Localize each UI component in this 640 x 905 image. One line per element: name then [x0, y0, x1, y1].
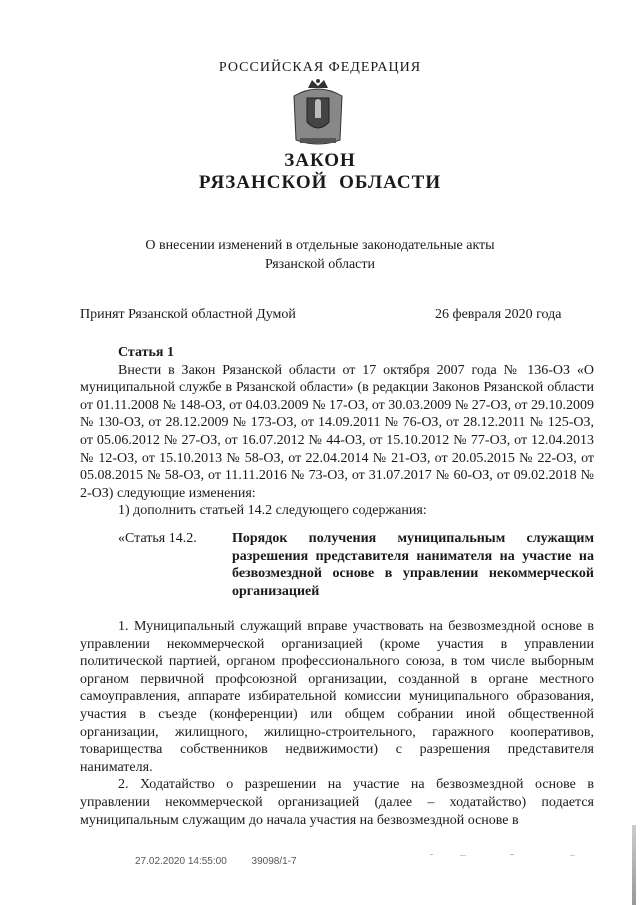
subject-line-2: Рязанской области	[264, 257, 376, 272]
country-heading: РОССИЙСКАЯ ФЕДЕРАЦИЯ	[218, 60, 422, 75]
article-14-2-para-2: 2. Ходатайство о разрешении на участие на безвозмездной основе в управлении некоммерческой организацией (далее – ходатайство) подается муниципальным служащим до начала участия на безвозмездной основе в	[80, 777, 594, 828]
coat-of-arms-icon	[290, 78, 346, 148]
article-1-intro: Внести в Закон Рязанской области от 17 октября 2007 года № 136-ОЗ «О муниципальной службе в Рязанской области» (в редакции Законов Рязанской области от 01.11.2008 № 148-ОЗ, от 04.03.2009 № 17-ОЗ, от 30.03.2009 № 27-ОЗ, от 29.10.2009 № 130-ОЗ, от 28.12.2009 № 173-ОЗ, от 14.09.2011 № 76-ОЗ, от 28.12.2011 № 125-ОЗ, от 05.06.2012 № 27-ОЗ, от 16.07.2012 № 44-ОЗ, от 15.10.2012 № 77-ОЗ, от 12.04.2013 № 12-ОЗ, от 15.10.2013 № 58-ОЗ, от 22.04.2014 № 21-ОЗ, от 20.05.2015 № 22-ОЗ, от 05.08.2015 № 58-ОЗ, от 11.11.2016 № 73-ОЗ, от 31.07.2017 № 60-ОЗ, от 09.02.2018 № 2-ОЗ) следующие изменения:	[80, 362, 594, 501]
article-14-2-para-1: 1. Муниципальный служащий вправе участвовать на безвозмездной основе в управлении некоммерческой организацией (кроме участия в управлении политической партией, органом профессионального союза, в том числе выборным органом первичной профсоюзной организации, созданной в органе местного самоуправления, аппарате избирательной комиссии муниципального образования, участия в съезде (конференции) или общем собрании иной общественной организации, жилищного, жилищно-строительного, гаражного кооперативов, товарищества собственников недвижимости) с разрешения представителя нанимателя.	[80, 619, 594, 775]
law-subject	[0, 236, 640, 274]
scan-timestamp: 27.02.2020 14:55:00	[135, 856, 227, 867]
article-14-2-label: «Статья 14.2.	[118, 531, 197, 546]
article-14-2-title: Порядок получения муниципальным служащим разрешения представителя нанимателя на участие на безвозмездной основе в управлении некоммерческой организацией	[232, 531, 594, 599]
law-title: ЗАКОН	[284, 150, 356, 171]
subject-line-1: О внесении изменений в отдельные законодательные акты	[145, 238, 495, 253]
scan-edge-shadow	[632, 825, 636, 905]
article-1-item-1: 1) дополнить статьей 14.2 следующего содержания:	[118, 503, 427, 519]
region-title: РЯЗАНСКОЙ ОБЛАСТИ	[198, 172, 442, 193]
scan-artifact	[420, 850, 620, 860]
article-1	[80, 344, 594, 520]
adoption-date: 26 февраля 2020 года	[435, 307, 562, 322]
article-14-2-body	[80, 618, 594, 829]
scan-footer	[135, 856, 297, 867]
article-1-heading: Статья 1	[118, 345, 174, 360]
adopted-by: Принят Рязанской областной Думой	[80, 307, 296, 322]
document-number: 39098/1-7	[251, 856, 297, 867]
